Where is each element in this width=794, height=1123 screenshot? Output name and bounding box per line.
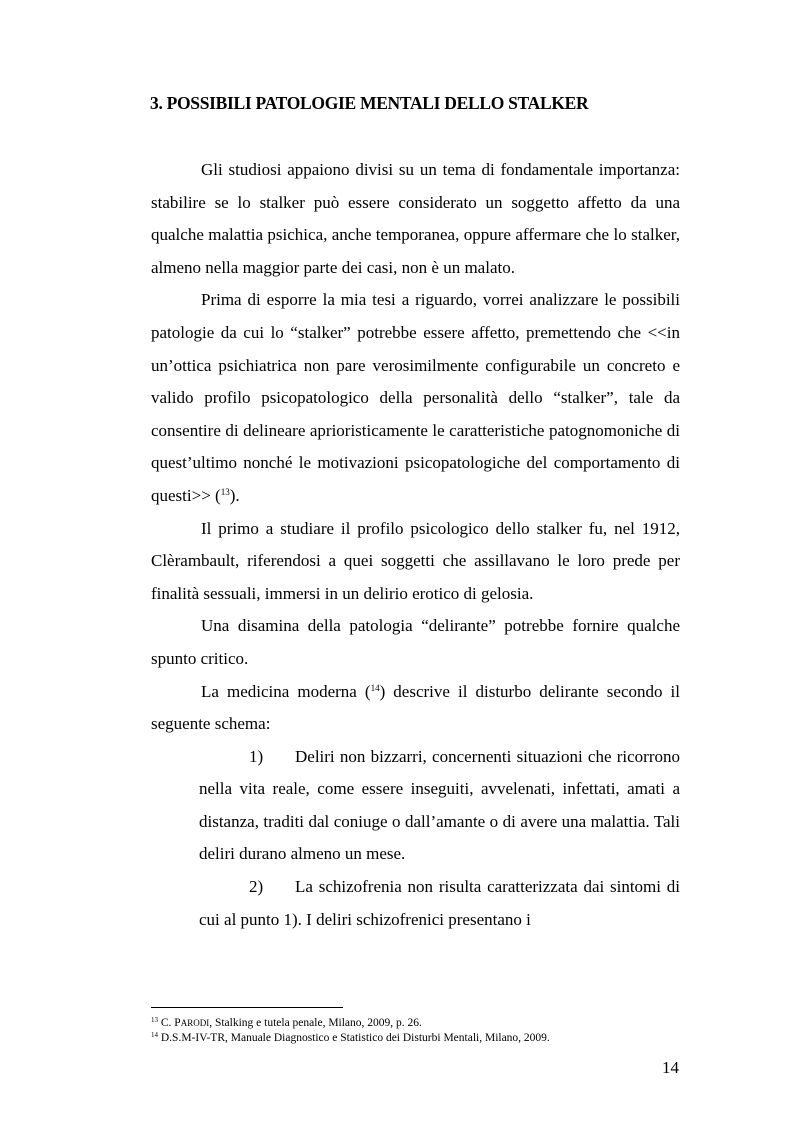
list-item-number: 1) <box>249 746 264 766</box>
section-heading: 3. POSSIBILI PATOLOGIE MENTALI DELLO STALKER <box>150 93 589 113</box>
paragraph-text: Prima di esporre la mia tesi a riguardo, vorrei analizzare le possibili patologie da cui lo “stalker” potrebbe essere affetto, premettendo che <<in un’ottica psichiatrica non pare verosimilmente configurabile un concreto e valido profilo psicopatologico della personalità dello “stalker”, tale da consentire di delineare aprioristicamente le caratteristiche patognomoniche di quest’ultimo nonché le motivazioni psicopatologiche del comportamento di questi>> ( <box>151 290 680 505</box>
paragraph: Gli studiosi appaiono divisi su un tema di fondamentale importanza: stabilire se lo stalker può essere considerato un soggetto affetto da una qualche malattia psichica, anche temporanea, oppure affermare che lo stalker, almeno nella maggior parte dei casi, non è un malato. <box>151 160 680 277</box>
footnote-author: P <box>174 1017 181 1029</box>
paragraph <box>151 676 680 741</box>
footnote-separator <box>151 1007 343 1008</box>
list-item <box>199 871 680 936</box>
list-item <box>199 741 680 871</box>
list-item-text: Deliri non bizzarri, concernenti situazioni che ricorrono nella vita reale, come essere inseguiti, avvelenati, infettati, amati a distanza, traditi dal coniuge o dall’amante o di avere una malattia. Tali deliri durano almeno un mese. <box>199 746 680 864</box>
footnotes <box>151 1016 680 1046</box>
paragraph <box>151 284 680 512</box>
list-item-text: La schizofrenia non risulta caratterizzata dai sintomi di cui al punto 1). I deliri schizofrenici presentano i <box>199 877 680 929</box>
paragraph-text: La medicina moderna ( <box>201 681 371 701</box>
footnote-number: 13 <box>151 1016 158 1024</box>
paragraph: Una disamina della patologia “delirante” potrebbe fornire qualche spunto critico. <box>151 616 680 668</box>
footnote-text: , Stalking e tutela penale, Milano, 2009, p. 26. <box>209 1017 422 1029</box>
footnote-ref: 14 <box>370 682 380 693</box>
footnote-text: D.S.M-IV-TR, Manuale Diagnostico e Statistico dei Disturbi Mentali, Milano, 2009. <box>160 1032 550 1044</box>
page-number: 14 <box>662 1058 679 1077</box>
footnote <box>151 1016 680 1031</box>
paragraph-text: ) descrive il disturbo delirante secondo il seguente schema: <box>151 681 681 734</box>
list-item-number: 2) <box>249 877 264 897</box>
paragraph-text: ). <box>229 485 240 505</box>
footnote-author: ARODI <box>180 1018 210 1028</box>
footnote-number: 14 <box>151 1031 158 1039</box>
body-text <box>151 154 680 936</box>
footnote-ref: 13 <box>220 486 230 497</box>
footnote <box>151 1031 680 1046</box>
paragraph: Il primo a studiare il profilo psicologico dello stalker fu, nel 1912, Clèrambault, riferendosi a quei soggetti che assillavano le loro prede per finalità sessuali, immersi in un delirio erotico di gelosia. <box>151 518 680 603</box>
footnote-author: C. <box>160 1017 175 1029</box>
